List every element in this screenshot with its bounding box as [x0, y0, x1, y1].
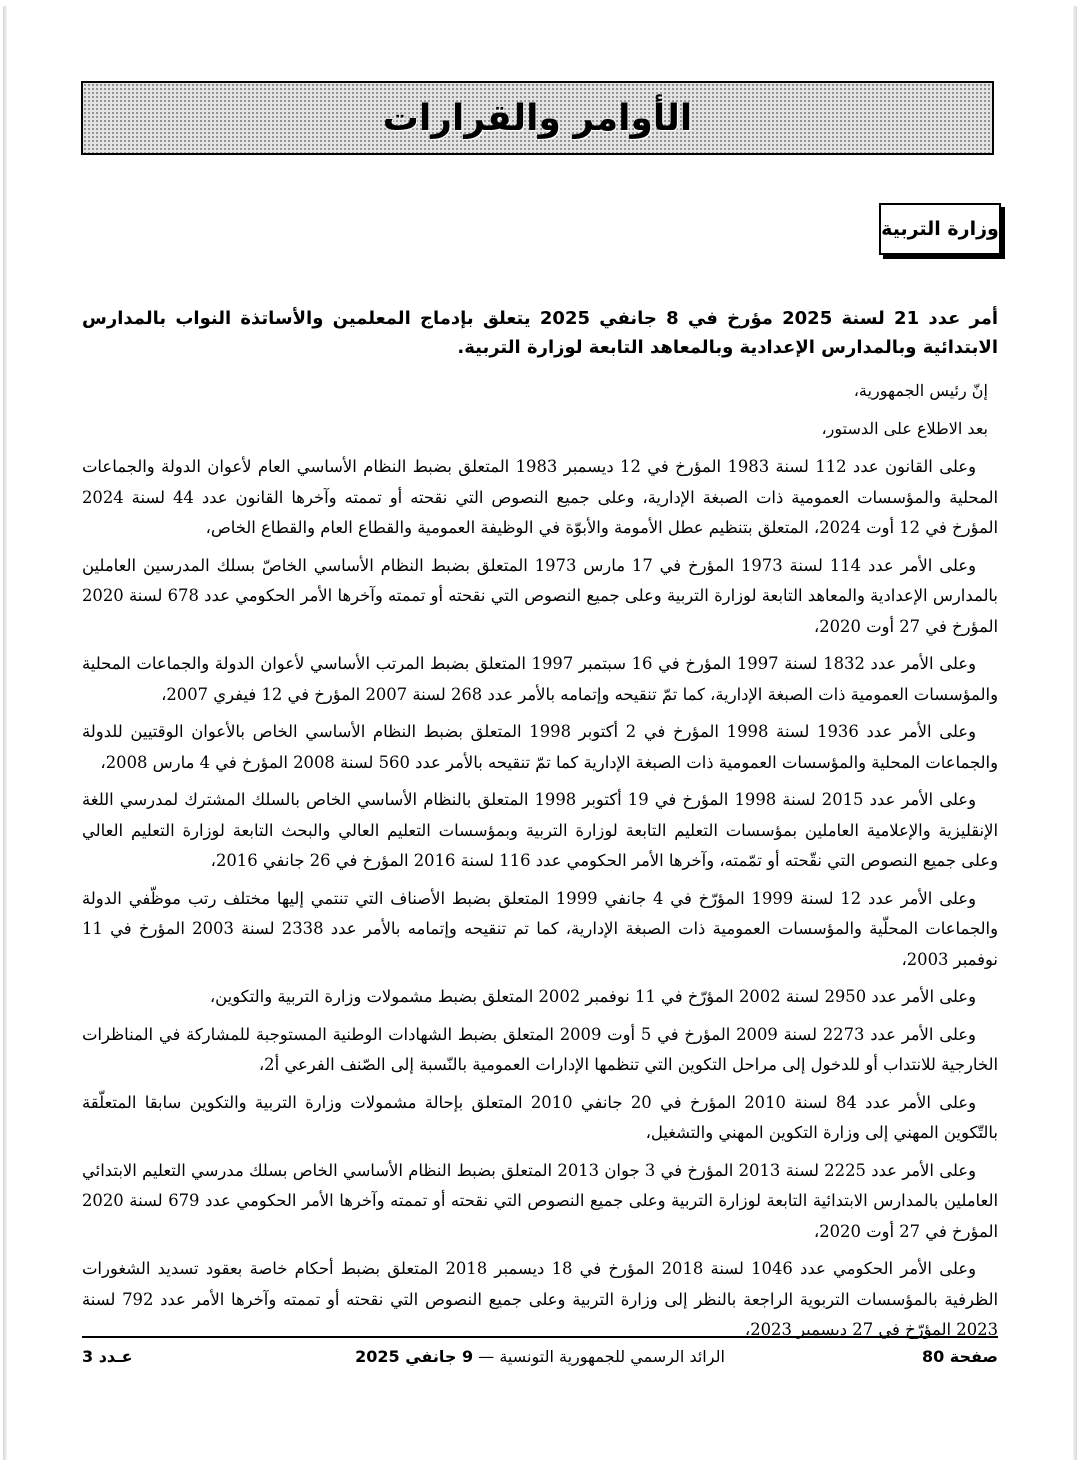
ministry-title: وزارة التربية: [881, 218, 999, 240]
paragraph-decree-1046-2018: وعلى الأمر الحكومي عدد 1046 لسنة 2018 المؤرخ في 18 ديسمبر 2018 المتعلق بضبط أحكام خاصة بعقود تسديد الشغورات الظرفية بالمؤسسات التربوية الراجعة بالنظر إلى وزارة التربية وعلى جميع النصوص التي نقحته أو تممته وآخرها الأمر عدد 792 لسنة 2023 المؤرّخ في 27 ديسمبر 2023،: [82, 1259, 999, 1339]
paragraph-decree-1832-1997: وعلى الأمر عدد 1832 لسنة 1997 المؤرخ في 16 سبتمبر 1997 المتعلق بضبط المرتب الأساسي لأعوان الدولة والجماعات المحلية والمؤسسات العمومية ذات الصبغة الإدارية، كما تمّ تنقيحه وإتمامه بالأمر عدد 268 لسنة 2007 المؤرخ في 12 فيفري 2007،: [82, 654, 998, 704]
paragraph-decree-2225-2013: وعلى الأمر عدد 2225 لسنة 2013 المؤرخ في 3 جوان 2013 المتعلق بضبط النظام الأساسي الخاص بسلك مدرسي التعليم الابتدائي العاملين بالمدارس الابتدائية التابعة لوزارة التربية وعلى جميع النصوص التي نقحته أو تممته وآخرها الأمر الحكومي عدد 679 لسنة 2020 المؤرخ في 27 أوت 2020،: [82, 1160, 998, 1241]
intro-president: إنّ رئيس الجمهورية،: [853, 381, 988, 400]
paragraph-decree-84-2010: وعلى الأمر عدد 84 لسنة 2010 المؤرخ في 20 جانفي 2010 المتعلق بإحالة مشمولات وزارة التربية والتكوين سابقا المتعلّقة بالتّكوين المهني إلى وزارة التكوين المهني والتشغيل،: [82, 1092, 998, 1142]
paragraph-law-112-1983: وعلى القانون عدد 112 لسنة 1983 المؤرخ في 12 ديسمبر 1983 المتعلق بضبط النظام الأساسي العام لأعوان الدولة والجماعات المحلية والمؤسسات العمومية ذات الصبغة الإدارية، وعلى جميع النصوص التي نقحته أو تممته وآخرها القانون عدد 44 لسنة 2024 المؤرخ في 12 أوت 2024، المتعلق بتنظيم عطل الأمومة والأبوّة في الوظيفة العمومية والقطاع العام والقطاع الخاص،: [82, 457, 999, 537]
section-title: الأوامر والقرارات: [382, 97, 693, 139]
decree-title: أمر عدد 21 لسنة 2025 مؤرخ في 8 جانفي 2025 يتعلق بإدماج المعلمين والأساتذة النواب بالمدارس الابتدائية وبالمدارس الإعدادية وبالمعاهد التابعة لوزارة التربية.: [82, 308, 999, 358]
footer-date: 9 جانفي 2025: [355, 1347, 474, 1366]
intro-constitution: بعد الاطلاع على الدستور،: [821, 419, 988, 438]
paragraph-decree-2273-2009: وعلى الأمر عدد 2273 لسنة 2009 المؤرخ في 5 أوت 2009 المتعلق بضبط الشهادات الوطنية المستوجبة للمشاركة في المناظرات الخارجية للانتداب أو للدخول إلى مراحل التكوين التي تنظمها الإدارات العمومية بالنّسبة إلى الصّنف الفرعي أ2،: [82, 1024, 998, 1074]
footer-divider: [82, 1336, 998, 1338]
footer-issue-number: عـدد 3: [82, 1347, 133, 1366]
page-edge-right: [1073, 6, 1077, 1460]
paragraph-decree-12-1999: وعلى الأمر عدد 12 لسنة 1999 المؤرّخ في 4 جانفي 1999 المتعلق بضبط الأصناف التي تنتمي إليها مختلف رتب موظّفي الدولة والجماعات المحلّية والمؤسسات العمومية ذات الصبغة الإدارية، كما تم تنقيحه وإتمامه بالأمر عدد 2338 لسنة 2003 المؤرخ في 11 نوفمبر 2003،: [82, 888, 998, 969]
paragraph-decree-1936-1998: وعلى الأمر عدد 1936 لسنة 1998 المؤرخ في 2 أكتوبر 1998 المتعلق بضبط النظام الأساسي الخاص بالأعوان الوقتيين للدولة والجماعات المحلية والمؤسسات العمومية ذات الصبغة الإدارية كما تمّ تنقيحه بالأمر عدد 560 لسنة 2008 المؤرخ في 4 مارس 2008،: [82, 722, 998, 772]
document-body: [82, 304, 998, 1353]
page-edge-left: [3, 6, 7, 1460]
footer-gazette: [82, 1347, 998, 1366]
paragraph-decree-2950-2002: وعلى الأمر عدد 2950 لسنة 2002 المؤرّخ في 11 نوفمبر 2002 المتعلق بضبط مشمولات وزارة التربية والتكوين،: [209, 987, 976, 1006]
page-footer: [82, 1347, 998, 1375]
section-header-box: [81, 81, 994, 155]
paragraph-decree-2015-1998: وعلى الأمر عدد 2015 لسنة 1998 المؤرخ في 19 أكتوبر 1998 المتعلق بالنظام الأساسي الخاص بالسلك المشترك لمدرسي اللغة الإنقليزية والإعلامية العاملين بمؤسسات التعليم التابعة لوزارة التربية وبمؤسسات التعليم العالي والبحث التابعة لوزارة التعليم العالي وعلى جميع النصوص التي نقّحته أو تمّمته، وآخرها الأمر الحكومي عدد 116 لسنة 2016 المؤرخ في 26 جانفي 2016،: [82, 790, 998, 870]
footer-page-number: صفحة 80: [921, 1347, 998, 1366]
ministry-box: [879, 203, 1001, 255]
paragraph-decree-114-1973: وعلى الأمر عدد 114 لسنة 1973 المؤرخ في 17 مارس 1973 المتعلق بضبط النظام الأساسي الخاصّ بسلك المدرسين العاملين بالمدارس الإعدادية والمعاهد التابعة لوزارة التربية وعلى جميع النصوص التي نقحته أو تممته وآخرها الأمر الحكومي عدد 678 لسنة 2020 المؤرخ في 27 أوت 2020،: [82, 555, 998, 636]
footer-gazette-name: الرائد الرسمي للجمهورية التونسية —: [478, 1347, 725, 1366]
